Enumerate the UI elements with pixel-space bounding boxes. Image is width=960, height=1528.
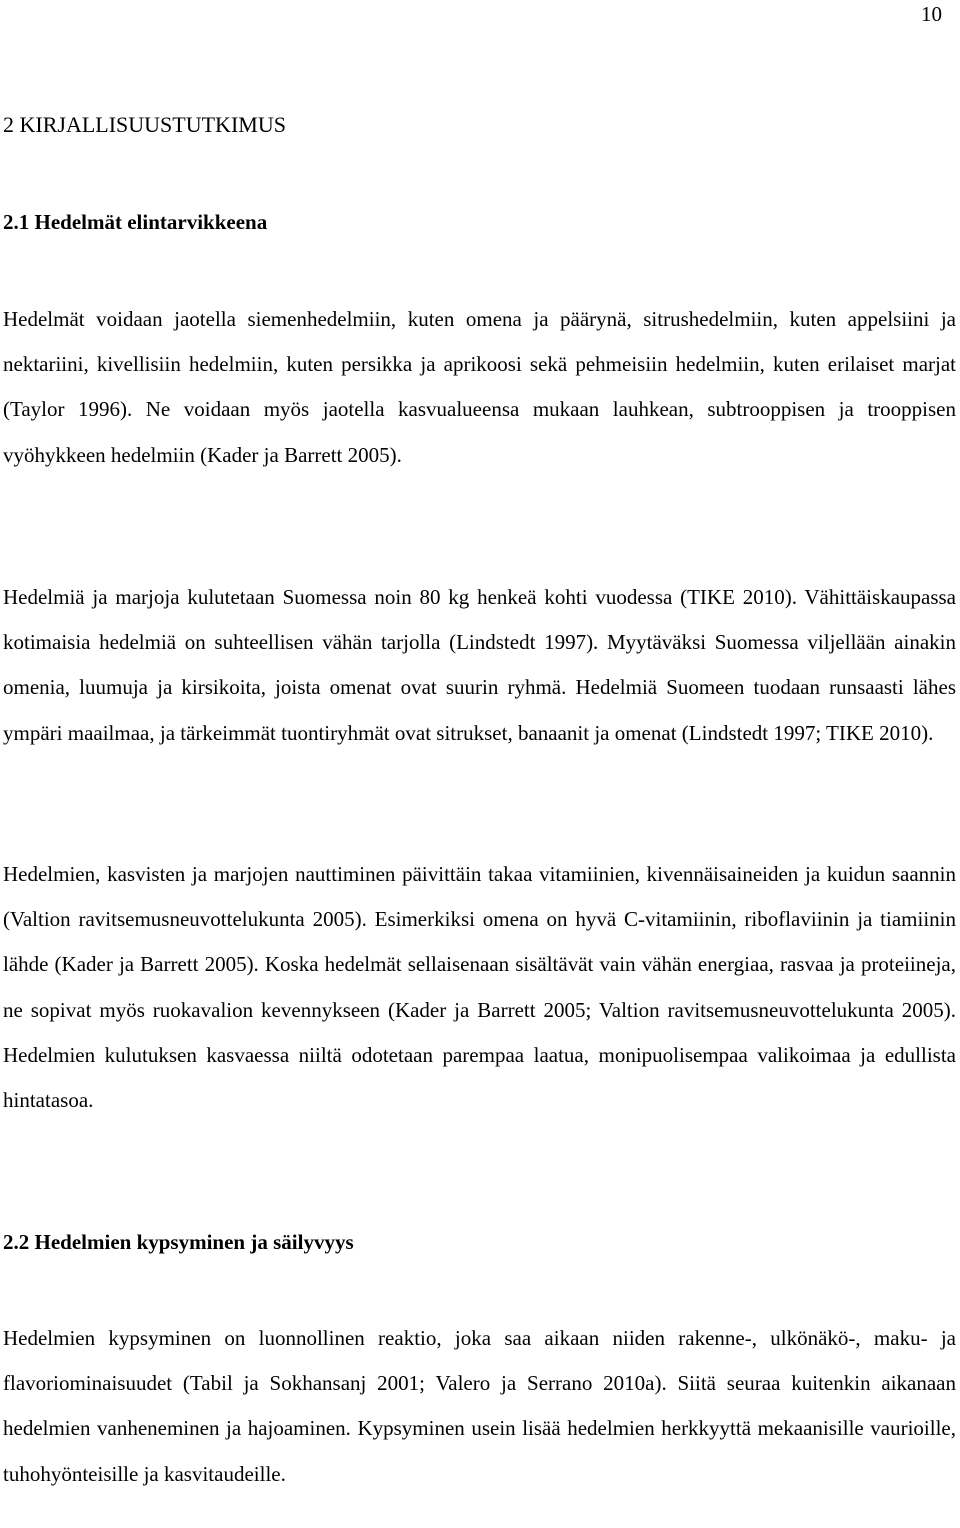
paragraph: Hedelmiä ja marjoja kulutetaan Suomessa noin 80 kg henkeä kohti vuodessa (TIKE 2010). Vähittäiskaupassa kotimaisia hedelmiä on suhteellisen vähän tarjolla (Lindstedt 1997). Myytäväksi Suomessa viljellään ainakin omenia, luumuja ja kirsikoita, joista omenat ovat suurin ryhmä. Hedelmiä Suomeen tuodaan runsaasti lähes ympäri maailmaa, ja tärkeimmät tuontiryhmät ovat sitrukset, banaanit ja omenat (Lindstedt 1997; TIKE 2010). — [3, 585, 956, 745]
section-heading: 2.1 Hedelmät elintarvikkeena — [3, 210, 268, 234]
section-heading: 2.2 Hedelmien kypsyminen ja säilyvyys — [3, 1230, 354, 1254]
paragraph: Hedelmät voidaan jaotella siemenhedelmiin, kuten omena ja päärynä, sitrushedelmiin, kuten appelsiini ja nektariini, kivellisiin hedelmiin, kuten persikka ja aprikoosi sekä pehmeisiin hedelmiin, kuten erilaiset marjat (Taylor 1996). Ne voidaan myös jaotella kasvualueensa mukaan lauhkean, subtrooppisen ja trooppisen vyöhykkeen hedelmiin (Kader ja Barrett 2005). — [3, 307, 956, 467]
chapter-heading: 2 KIRJALLISUUSTUTKIMUS — [3, 112, 286, 137]
paragraph: Hedelmien, kasvisten ja marjojen nauttiminen päivittäin takaa vitamiinien, kivennäisaineiden ja kuidun saannin (Valtion ravitsemusneuvottelukunta 2005). Esimerkiksi omena on hyvä C-vitamiinin, riboflaviinin ja tiamiinin lähde (Kader ja Barrett 2005). Koska hedelmät sellaisenaan sisältävät vain vähän energiaa, rasvaa ja proteiineja, ne sopivat myös ruokavalion kevennykseen (Kader ja Barrett 2005; Valtion ravitsemusneuvottelukunta 2005). Hedelmien kulutuksen kasvaessa niiltä odotetaan parempaa laatua, monipuolisempaa valikoimaa ja edullista hintatasoa. — [3, 862, 956, 1113]
page-number: 10 — [921, 2, 942, 26]
paragraph: Hedelmien kypsyminen on luonnollinen reaktio, joka saa aikaan niiden rakenne-, ulkönäkö-, maku- ja flavoriominaisuudet (Tabil ja Sokhansanj 2001; Valero ja Serrano 2010a). Siitä seuraa kuitenkin aikanaan hedelmien vanheneminen ja hajoaminen. Kypsyminen usein lisää hedelmien herkkyyttä mekaanisille vaurioille, tuhohyönteisille ja kasvitaudeille. — [3, 1326, 956, 1486]
